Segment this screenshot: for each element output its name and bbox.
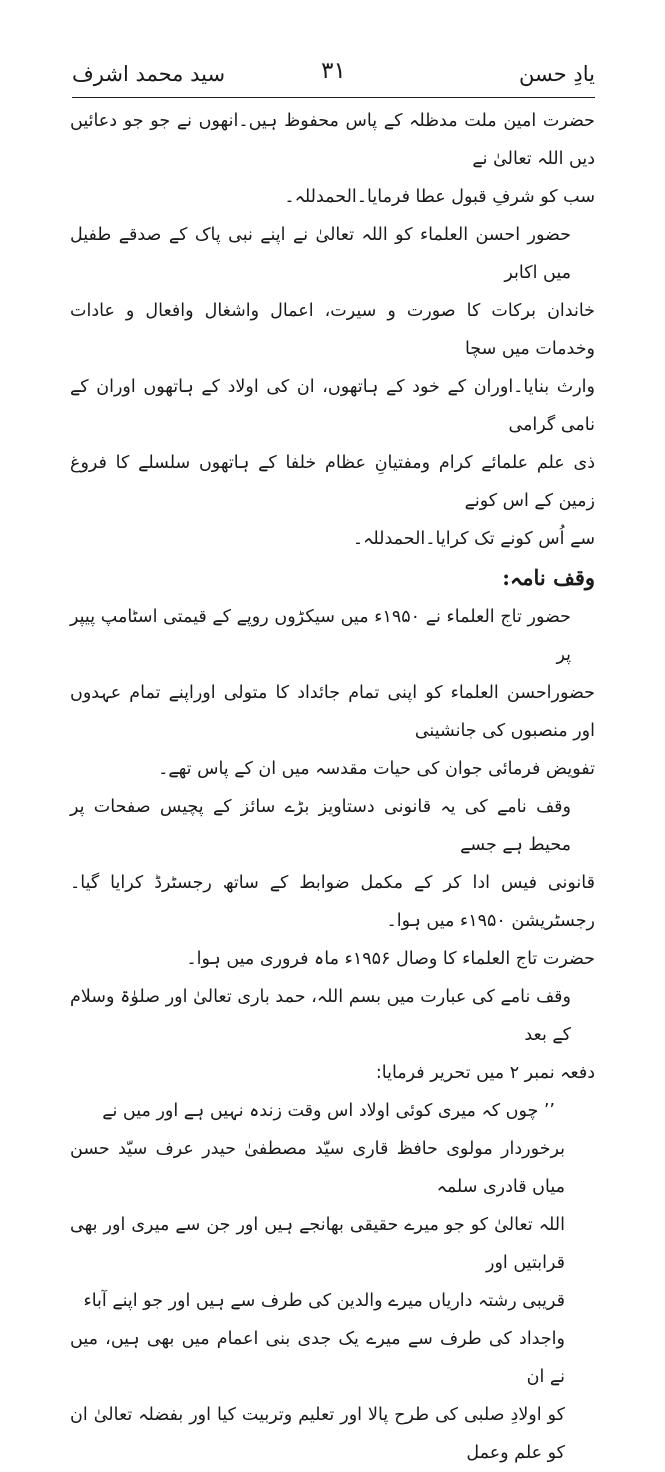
text-line: قانونی فیس ادا کر کے مکمل ضوابط کے ساتھ رجسٹرڈ کرایا گیا۔ رجسٹریشن ۱۹۵۰ء میں ہوا۔ — [70, 873, 595, 931]
text-line: دفعہ نمبر ۲ میں تحریر فرمایا: — [375, 1063, 595, 1083]
text-line: ذی علم علمائے کرام ومفتیانِ عظام خلفا کے ہاتھوں سلسلے کا فروغ زمین کے اس کونے — [70, 453, 595, 511]
quote-line: اللہ تعالیٰ کو جو میرے حقیقی بھانجے ہیں اور جن سے میری اور بھی قرابتیں اور — [70, 1215, 565, 1273]
header-rule — [72, 97, 595, 98]
text-line: حضور تاج العلماء نے ۱۹۵۰ء میں سیکڑوں روپے کے قیمتی اسٹامپ پیپر پر — [70, 607, 571, 665]
text-line: وقف نامے کی یہ قانونی دستاویز بڑے سائز کے پچیس صفحات پر محیط ہے جسے — [70, 797, 571, 855]
text-line: خاندان برکات کا صورت و سیرت، اعمال واشغال وافعال و عادات وخدمات میں سچا — [70, 301, 595, 359]
text-line: حضوراحسن العلماء کو اپنی تمام جائداد کا متولی اوراپنے تمام عہدوں اور منصبوں کی جانشینی — [70, 683, 595, 741]
text-line: حضرت تاج العلماء کا وصال ۱۹۵۶ء ماہ فروری میں ہوا۔ — [186, 949, 595, 969]
section-heading: وقف نامہ: — [502, 565, 595, 590]
quote-line: کو اولادِ صلبی کی طرح پالا اور تعلیم وتربیت کیا اور بفضلہ تعالیٰ ان کو علم وعمل — [70, 1405, 565, 1463]
text-line: تفویض فرمائی جوان کی حیات مقدسہ میں ان کے پاس تھے۔ — [158, 759, 595, 779]
author-name: سید محمد اشرف — [72, 62, 226, 86]
text-line: وارث بنایا۔اوران کے خود کے ہاتھوں، ان کی اولاد کے ہاتھوں اوران کے نامی گرامی — [70, 377, 595, 435]
text-line: سے اُس کونے تک کرایا۔الحمدللہ۔ — [352, 529, 595, 549]
quote-line: برخوردار مولوی حافظ قاری سیّد مصطفیٰ حیدر عرف سیّد حسن میاں قادری سلمہ — [70, 1139, 565, 1197]
quote-line: قریبی رشتہ داریاں میرے والدین کی طرف سے ہیں اور جو اپنے آباء — [83, 1291, 565, 1311]
page-number: ۳۱ — [321, 58, 346, 84]
text-line: حضرت امین ملت مدظلہ کے پاس محفوظ ہیں۔انھوں نے جو جو دعائیں دیں اللہ تعالیٰ نے — [70, 111, 595, 169]
quote-line: ’’ چوں کہ میری کوئی اولاد اس وقت زندہ نہیں ہے اور میں نے — [102, 1101, 555, 1121]
text-line: سب کو شرفِ قبول عطا فرمایا۔الحمدللہ۔ — [284, 187, 595, 207]
text-line: حضور احسن العلماء کو اللہ تعالیٰ نے اپنے نبی پاک کے صدقے طفیل میں اکابر — [70, 225, 571, 283]
text-line: وقف نامے کی عبارت میں بسم اللہ، حمد باری تعالیٰ اور صلوٰۃ وسلام کے بعد — [70, 987, 571, 1045]
page-header — [72, 58, 595, 98]
page-body — [70, 102, 595, 1472]
book-title: یادِ حسن — [519, 62, 595, 86]
quote-line: واجداد کی طرف سے میرے یک جدی بنی اعمام میں بھی ہیں، میں نے ان — [70, 1329, 565, 1387]
